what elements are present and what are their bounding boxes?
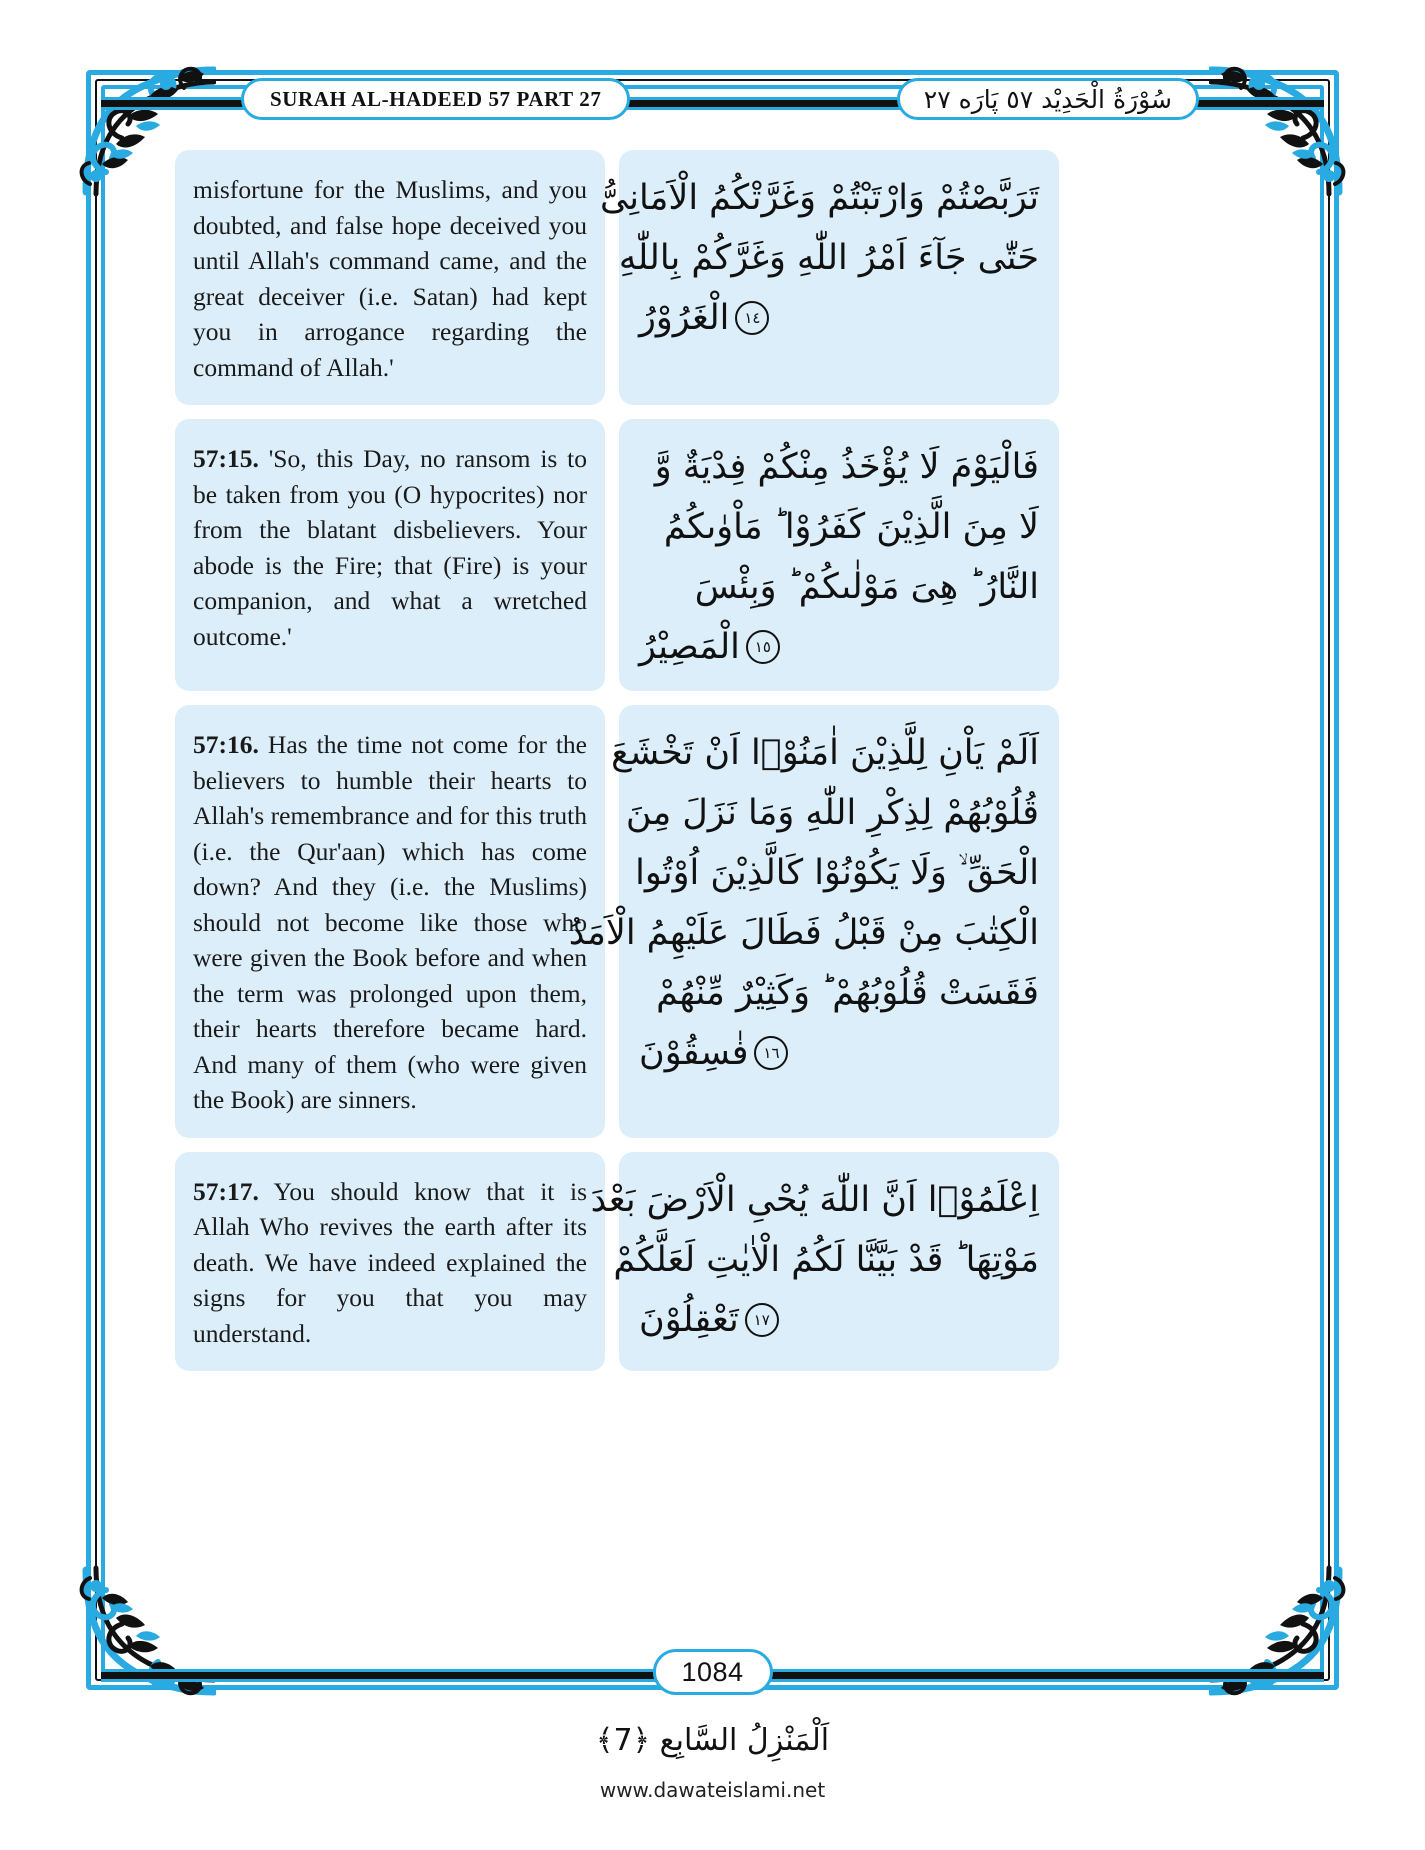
arabic-verse-block bbox=[619, 419, 1059, 691]
arabic-line: النَّارُ ؕ هِىَ مَوْلٰىكُمْ ؕ وَبِئْسَ bbox=[694, 567, 1039, 607]
arabic-final-line bbox=[639, 288, 1039, 348]
arabic-line: حَتّٰى جَآءَ اَمْرُ اللّٰهِ وَغَرَّكُمْ بِاللّٰهِ bbox=[618, 238, 1039, 278]
arabic-final-line bbox=[639, 1290, 1039, 1350]
verse-row bbox=[175, 1152, 1250, 1372]
english-translation-block bbox=[175, 150, 605, 405]
arabic-line: الْكِتٰبَ مِنْ قَبْلُ فَطَالَ عَلَيْهِمُ الْاَمَدُ bbox=[568, 913, 1039, 953]
page-header bbox=[101, 78, 1324, 122]
arabic-final-word: فٰسِقُوْنَ bbox=[639, 1033, 749, 1073]
arabic-final-word: تَعْقِلُوْنَ bbox=[639, 1299, 739, 1340]
page-number-badge bbox=[652, 1649, 772, 1695]
arabic-final-line bbox=[639, 617, 1039, 677]
manzil-label: اَلْمَنْزِلُ السَّابِع ﴿7﴾ bbox=[595, 1723, 830, 1758]
english-translation-body: 'So, this Day, no ransom is to be taken from you (O hypocrites) nor from the blatant disbelievers. Your abode is the Fire; that (Fire) is your companion, and what a wretched outcome.' bbox=[193, 444, 588, 651]
english-translation-body: misfortune for the Muslims, and you doubted, and false hope deceived you until Allah's command came, and the great deceiver (i.e. Satan) had kept you in arrogance regarding the command of Allah.' bbox=[193, 175, 587, 382]
surah-title-arabic: سُوْرَةُ الْحَدِيْد ٥٧ پَارَه ٢٧ bbox=[923, 84, 1172, 114]
arabic-line: اَلَمْ يَاْنِ لِلَّذِيْنَ اٰمَنُوْۤا اَنْ تَخْشَعَ bbox=[611, 733, 1039, 773]
arabic-line: مَوْتِهَا ؕ قَدْ بَيَّنَّا لَكُمُ الْاٰيٰتِ لَعَلَّكُمْ bbox=[613, 1239, 1039, 1280]
arabic-final-word: الْغَرُوْرُ bbox=[639, 298, 730, 338]
arabic-final-line bbox=[639, 1023, 1039, 1083]
ayah-end-marker: ١٧ bbox=[745, 1303, 779, 1337]
arabic-line: اِعْلَمُوْۤا اَنَّ اللّٰهَ يُحْىِ الْاَرْضَ بَعْدَ bbox=[590, 1179, 1039, 1220]
english-translation-text bbox=[193, 441, 587, 654]
ayah-end-marker: ١٦ bbox=[754, 1036, 788, 1070]
english-translation-text bbox=[193, 172, 587, 385]
ayah-end-marker: ١٤ bbox=[735, 301, 769, 335]
ayah-end-marker: ١٥ bbox=[746, 630, 780, 664]
page-footer bbox=[101, 1649, 1324, 1695]
arabic-verse-block bbox=[590, 1152, 1059, 1372]
verse-number-label: 57:16. bbox=[193, 730, 259, 759]
arabic-line: تَرَبَّصْتُمْ وَارْتَبْتُمْ وَغَرَّتْكُمُ الْاَمَانِیُّ bbox=[600, 178, 1039, 218]
arabic-final-word: الْمَصِيْرُ bbox=[639, 627, 740, 667]
english-translation-body: You should know that it is Allah Who revives the earth after its death. We have indeed explained the signs for you that you may understand. bbox=[193, 1176, 587, 1348]
verse-number-label: 57:17. bbox=[193, 1176, 259, 1206]
english-translation-body: Has the time not come for the believers to humble their hearts to Allah's remembrance and for this truth (i.e. the Qur'aan) which has come down? And they (i.e. the Muslims) should not become like those who were given the Book before and when the term was prolonged upon them, their hearts therefore became hard. And many of them (who were given the Book) are sinners. bbox=[193, 730, 588, 1114]
verse-row bbox=[175, 419, 1250, 691]
verse-list bbox=[175, 150, 1250, 1385]
verse-number-label: 57:15. bbox=[193, 444, 259, 473]
english-translation-block bbox=[175, 705, 605, 1138]
english-translation-block bbox=[175, 419, 605, 691]
arabic-line: الْحَقِّ ۙ وَلَا يَكُوْنُوْا كَالَّذِيْنَ اُوْتُوا bbox=[635, 853, 1039, 893]
surah-title-badge-arabic bbox=[897, 78, 1199, 120]
english-translation-block bbox=[175, 1152, 605, 1372]
english-translation-text bbox=[193, 727, 587, 1118]
arabic-line: لَا مِنَ الَّذِيْنَ كَفَرُوْا ؕ مَاْوٰىكُمُ bbox=[663, 507, 1039, 547]
surah-title-english: SURAH AL-HADEED 57 PART 27 bbox=[270, 86, 602, 111]
page-number: 1084 bbox=[681, 1656, 744, 1687]
arabic-verse-block bbox=[600, 150, 1059, 405]
arabic-line: فَالْيَوْمَ لَا يُؤْخَذُ مِنْكُمْ فِدْيَةٌ وَّ bbox=[654, 447, 1039, 487]
website-url: www.dawateislami.net bbox=[599, 1778, 826, 1802]
english-translation-text bbox=[193, 1174, 587, 1352]
surah-title-badge-english bbox=[241, 78, 630, 120]
verse-row bbox=[175, 150, 1250, 405]
arabic-line: قُلُوْبُهُمْ لِذِكْرِ اللّٰهِ وَمَا نَزَلَ مِنَ bbox=[625, 793, 1039, 833]
arabic-verse-block bbox=[568, 705, 1059, 1138]
verse-row bbox=[175, 705, 1250, 1138]
arabic-line: فَقَسَتْ قُلُوْبُهُمْ ؕ وَكَثِيْرٌ مِّنْهُمْ bbox=[656, 973, 1039, 1013]
